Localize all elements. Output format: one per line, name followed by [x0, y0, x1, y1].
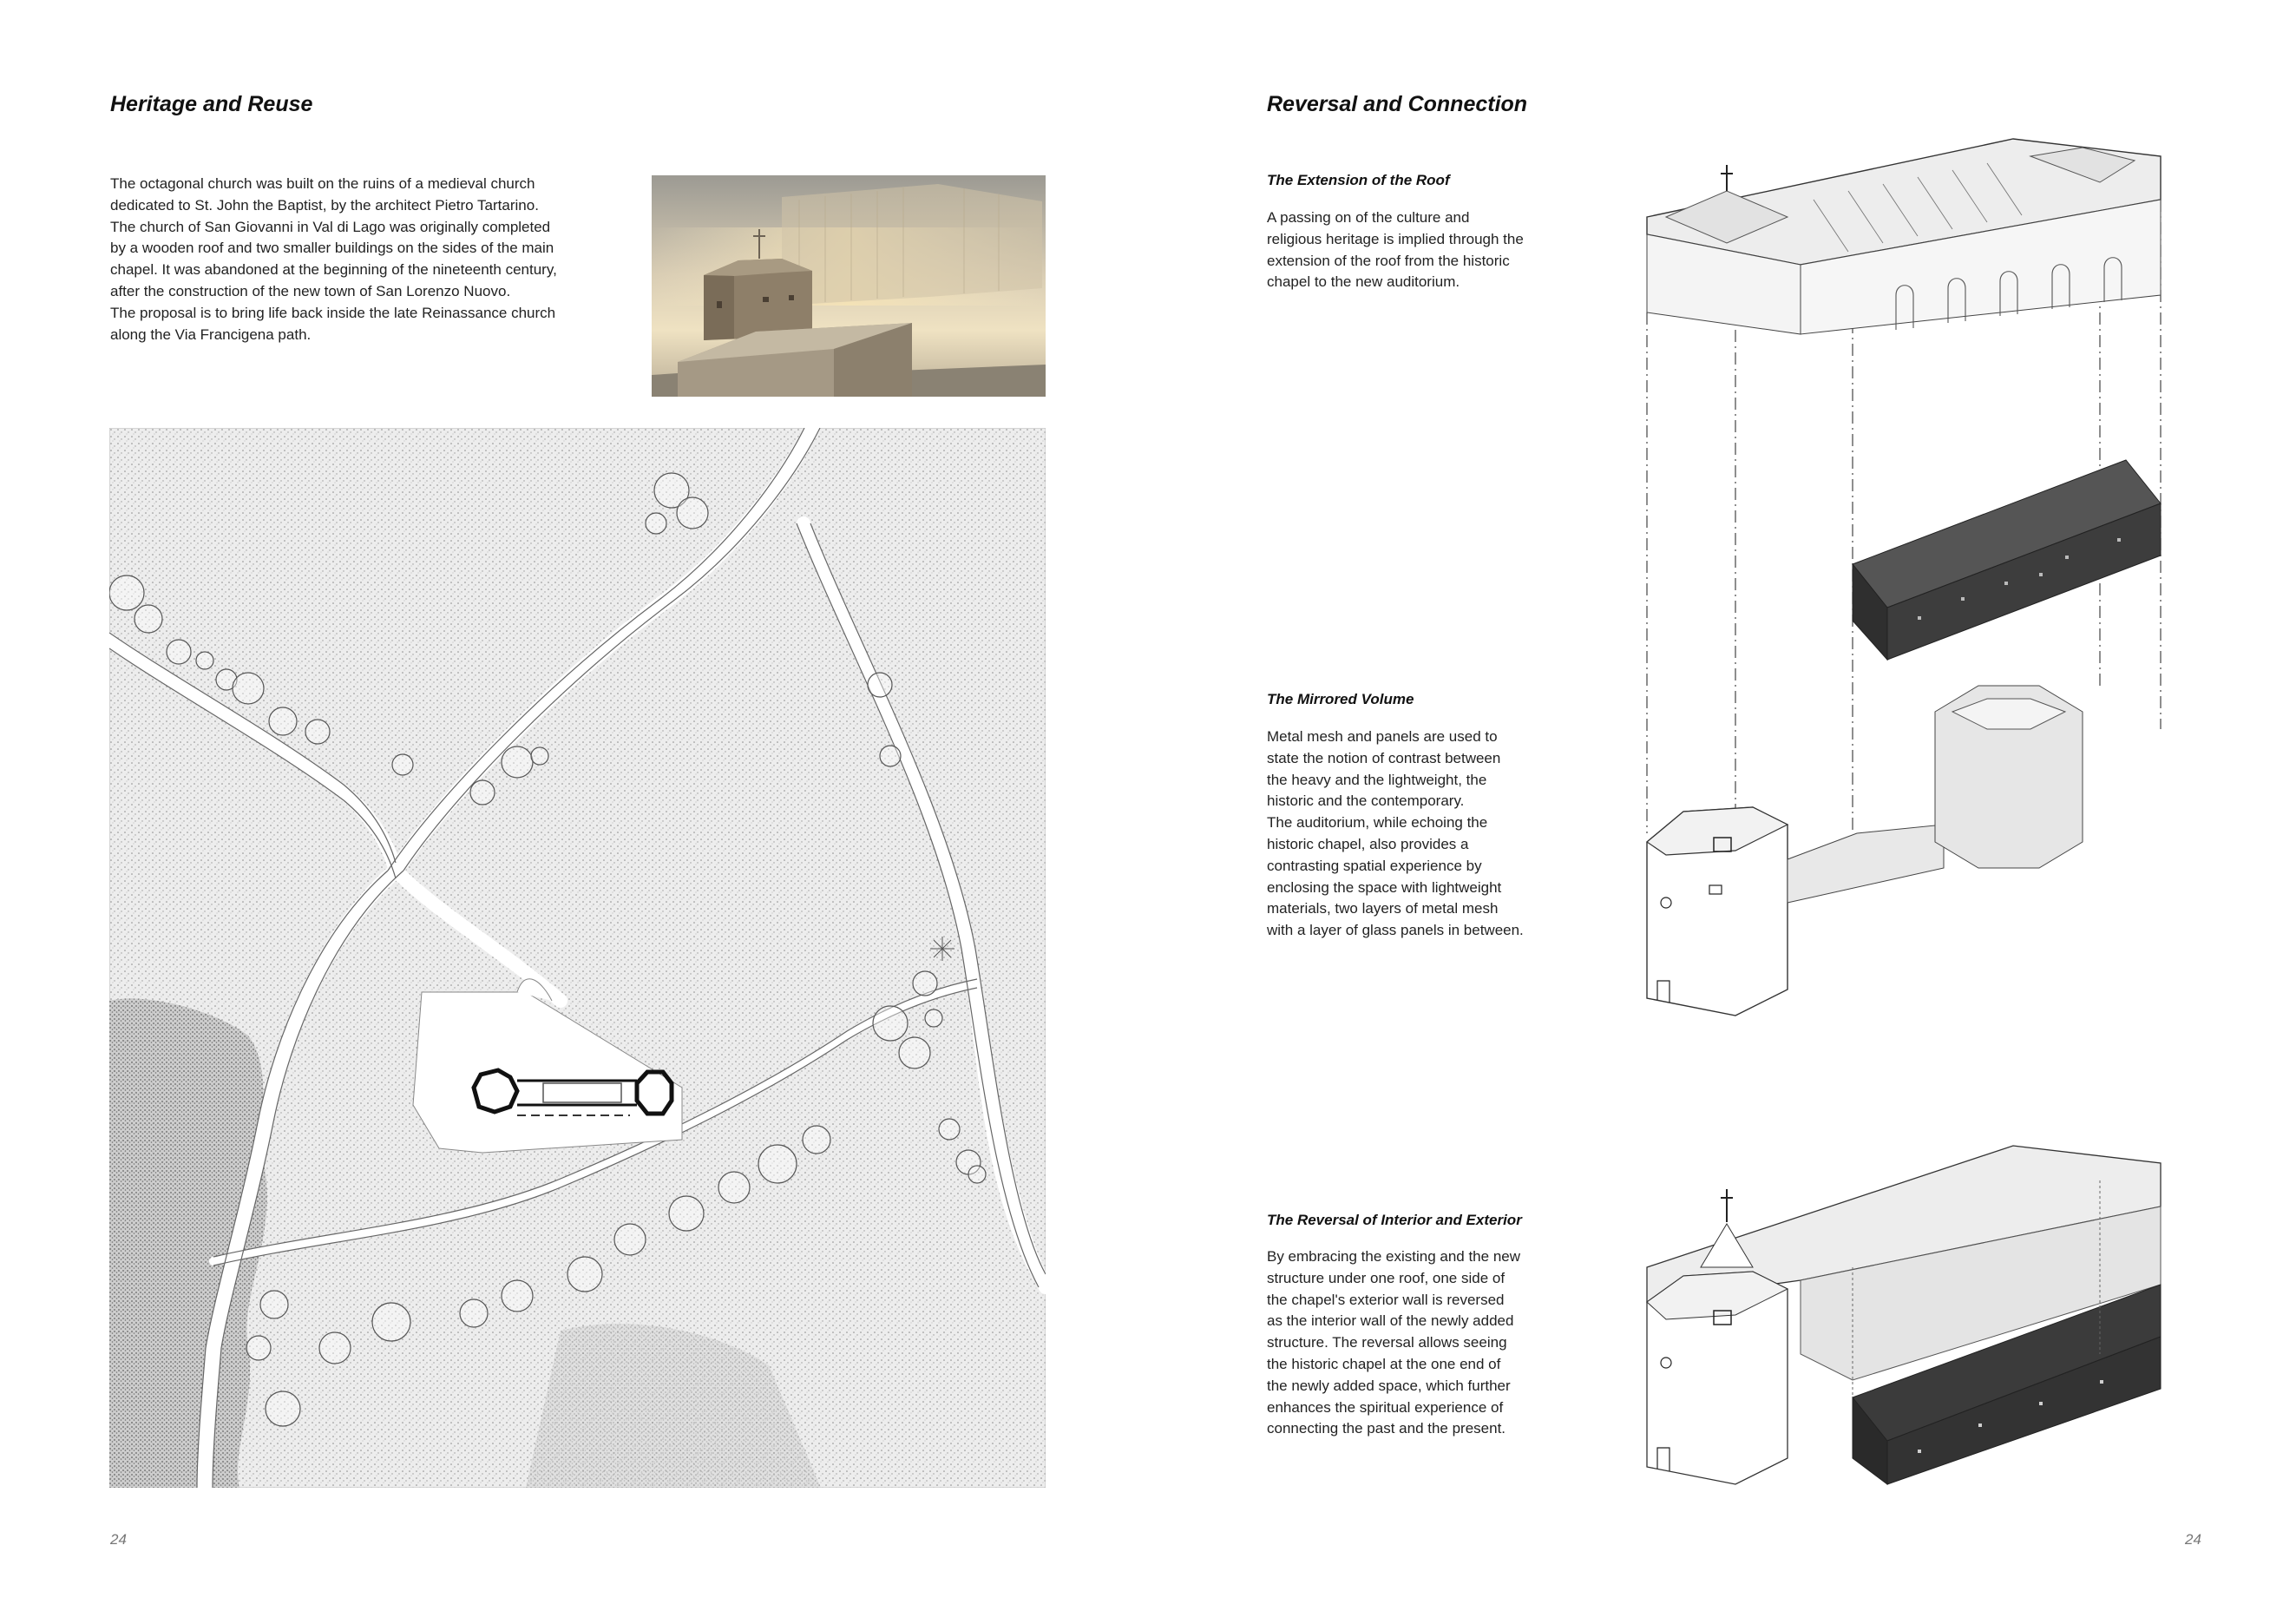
section-line: contrasting spatial experience by — [1267, 857, 1482, 874]
section-line: enhances the spiritual experience of — [1267, 1398, 1504, 1416]
section-line: the historic chapel at the one end of — [1267, 1355, 1501, 1372]
section-line: structure. The reversal allows seeing — [1267, 1334, 1507, 1351]
section-line: chapel to the new auditorium. — [1267, 273, 1460, 291]
intro-line: dedicated to St. John the Baptist, by the architect Pietro Tartarino. — [110, 196, 539, 214]
exploded-axonometric-diagram — [1631, 122, 2169, 1042]
section-line: Metal mesh and panels are used to — [1267, 728, 1498, 745]
intro-paragraph — [110, 174, 631, 345]
intro-line: after the construction of the new town of San Lorenzo Nuovo. — [110, 282, 511, 299]
section-line: as the interior wall of the newly added — [1267, 1312, 1514, 1330]
section-text-mirrored — [1267, 727, 1562, 942]
site-plan-drawing — [109, 428, 1046, 1488]
section-line: By embracing the existing and the new — [1267, 1248, 1521, 1265]
section-line: extension of the roof from the historic — [1267, 252, 1510, 269]
section-line: historic chapel, also provides a — [1267, 835, 1469, 852]
section-line: The auditorium, while echoing the — [1267, 814, 1488, 832]
mirrored-volume-drawing — [1853, 460, 2161, 660]
section-title-extension: The Extension of the Roof — [1267, 172, 1450, 188]
left-page-number: 24 — [110, 1531, 127, 1548]
intro-line: by a wooden roof and two smaller buildings on the sides of the main — [110, 240, 554, 257]
section-line: the heavy and the lightweight, the — [1267, 771, 1487, 788]
section-line: materials, two layers of metal mesh — [1267, 900, 1499, 917]
section-line: connecting the past and the present. — [1267, 1420, 1506, 1437]
section-title-mirrored: The Mirrored Volume — [1267, 691, 1414, 707]
intro-line: The octagonal church was built on the ruins of a medieval church — [110, 175, 535, 192]
section-line: religious heritage is implied through the — [1267, 230, 1524, 247]
intro-line: The proposal is to bring life back inside the late Reinassance church — [110, 304, 556, 321]
church-rendering-image — [652, 175, 1046, 397]
section-line: enclosing the space with lightweight — [1267, 878, 1502, 896]
section-line: with a layer of glass panels in between. — [1267, 922, 1524, 939]
left-page-heading: Heritage and Reuse — [110, 92, 313, 116]
combined-axonometric-drawing — [1631, 1128, 2169, 1493]
intro-line: chapel. It was abandoned at the beginning of the nineteenth century, — [110, 261, 557, 279]
section-line: historic and the contemporary. — [1267, 792, 1465, 810]
intro-line: The church of San Giovanni in Val di Lago was originally completed — [110, 218, 551, 235]
roof-layer-drawing — [1647, 139, 2161, 334]
section-line: state the notion of contrast between — [1267, 749, 1501, 766]
section-line: A passing on of the culture and — [1267, 209, 1470, 226]
right-page-heading: Reversal and Connection — [1267, 92, 1528, 116]
section-text-extension — [1267, 207, 1562, 293]
right-page-number: 24 — [2185, 1531, 2201, 1548]
base-chapel-drawing — [1647, 686, 2083, 1016]
section-title-reversal: The Reversal of Interior and Exterior — [1267, 1212, 1522, 1228]
section-line: the newly added space, which further — [1267, 1377, 1511, 1394]
section-line: structure under one roof, one side of — [1267, 1269, 1506, 1286]
intro-line: along the Via Francigena path. — [110, 325, 312, 343]
section-line: the chapel's exterior wall is reversed — [1267, 1291, 1505, 1308]
section-text-reversal — [1267, 1246, 1562, 1440]
